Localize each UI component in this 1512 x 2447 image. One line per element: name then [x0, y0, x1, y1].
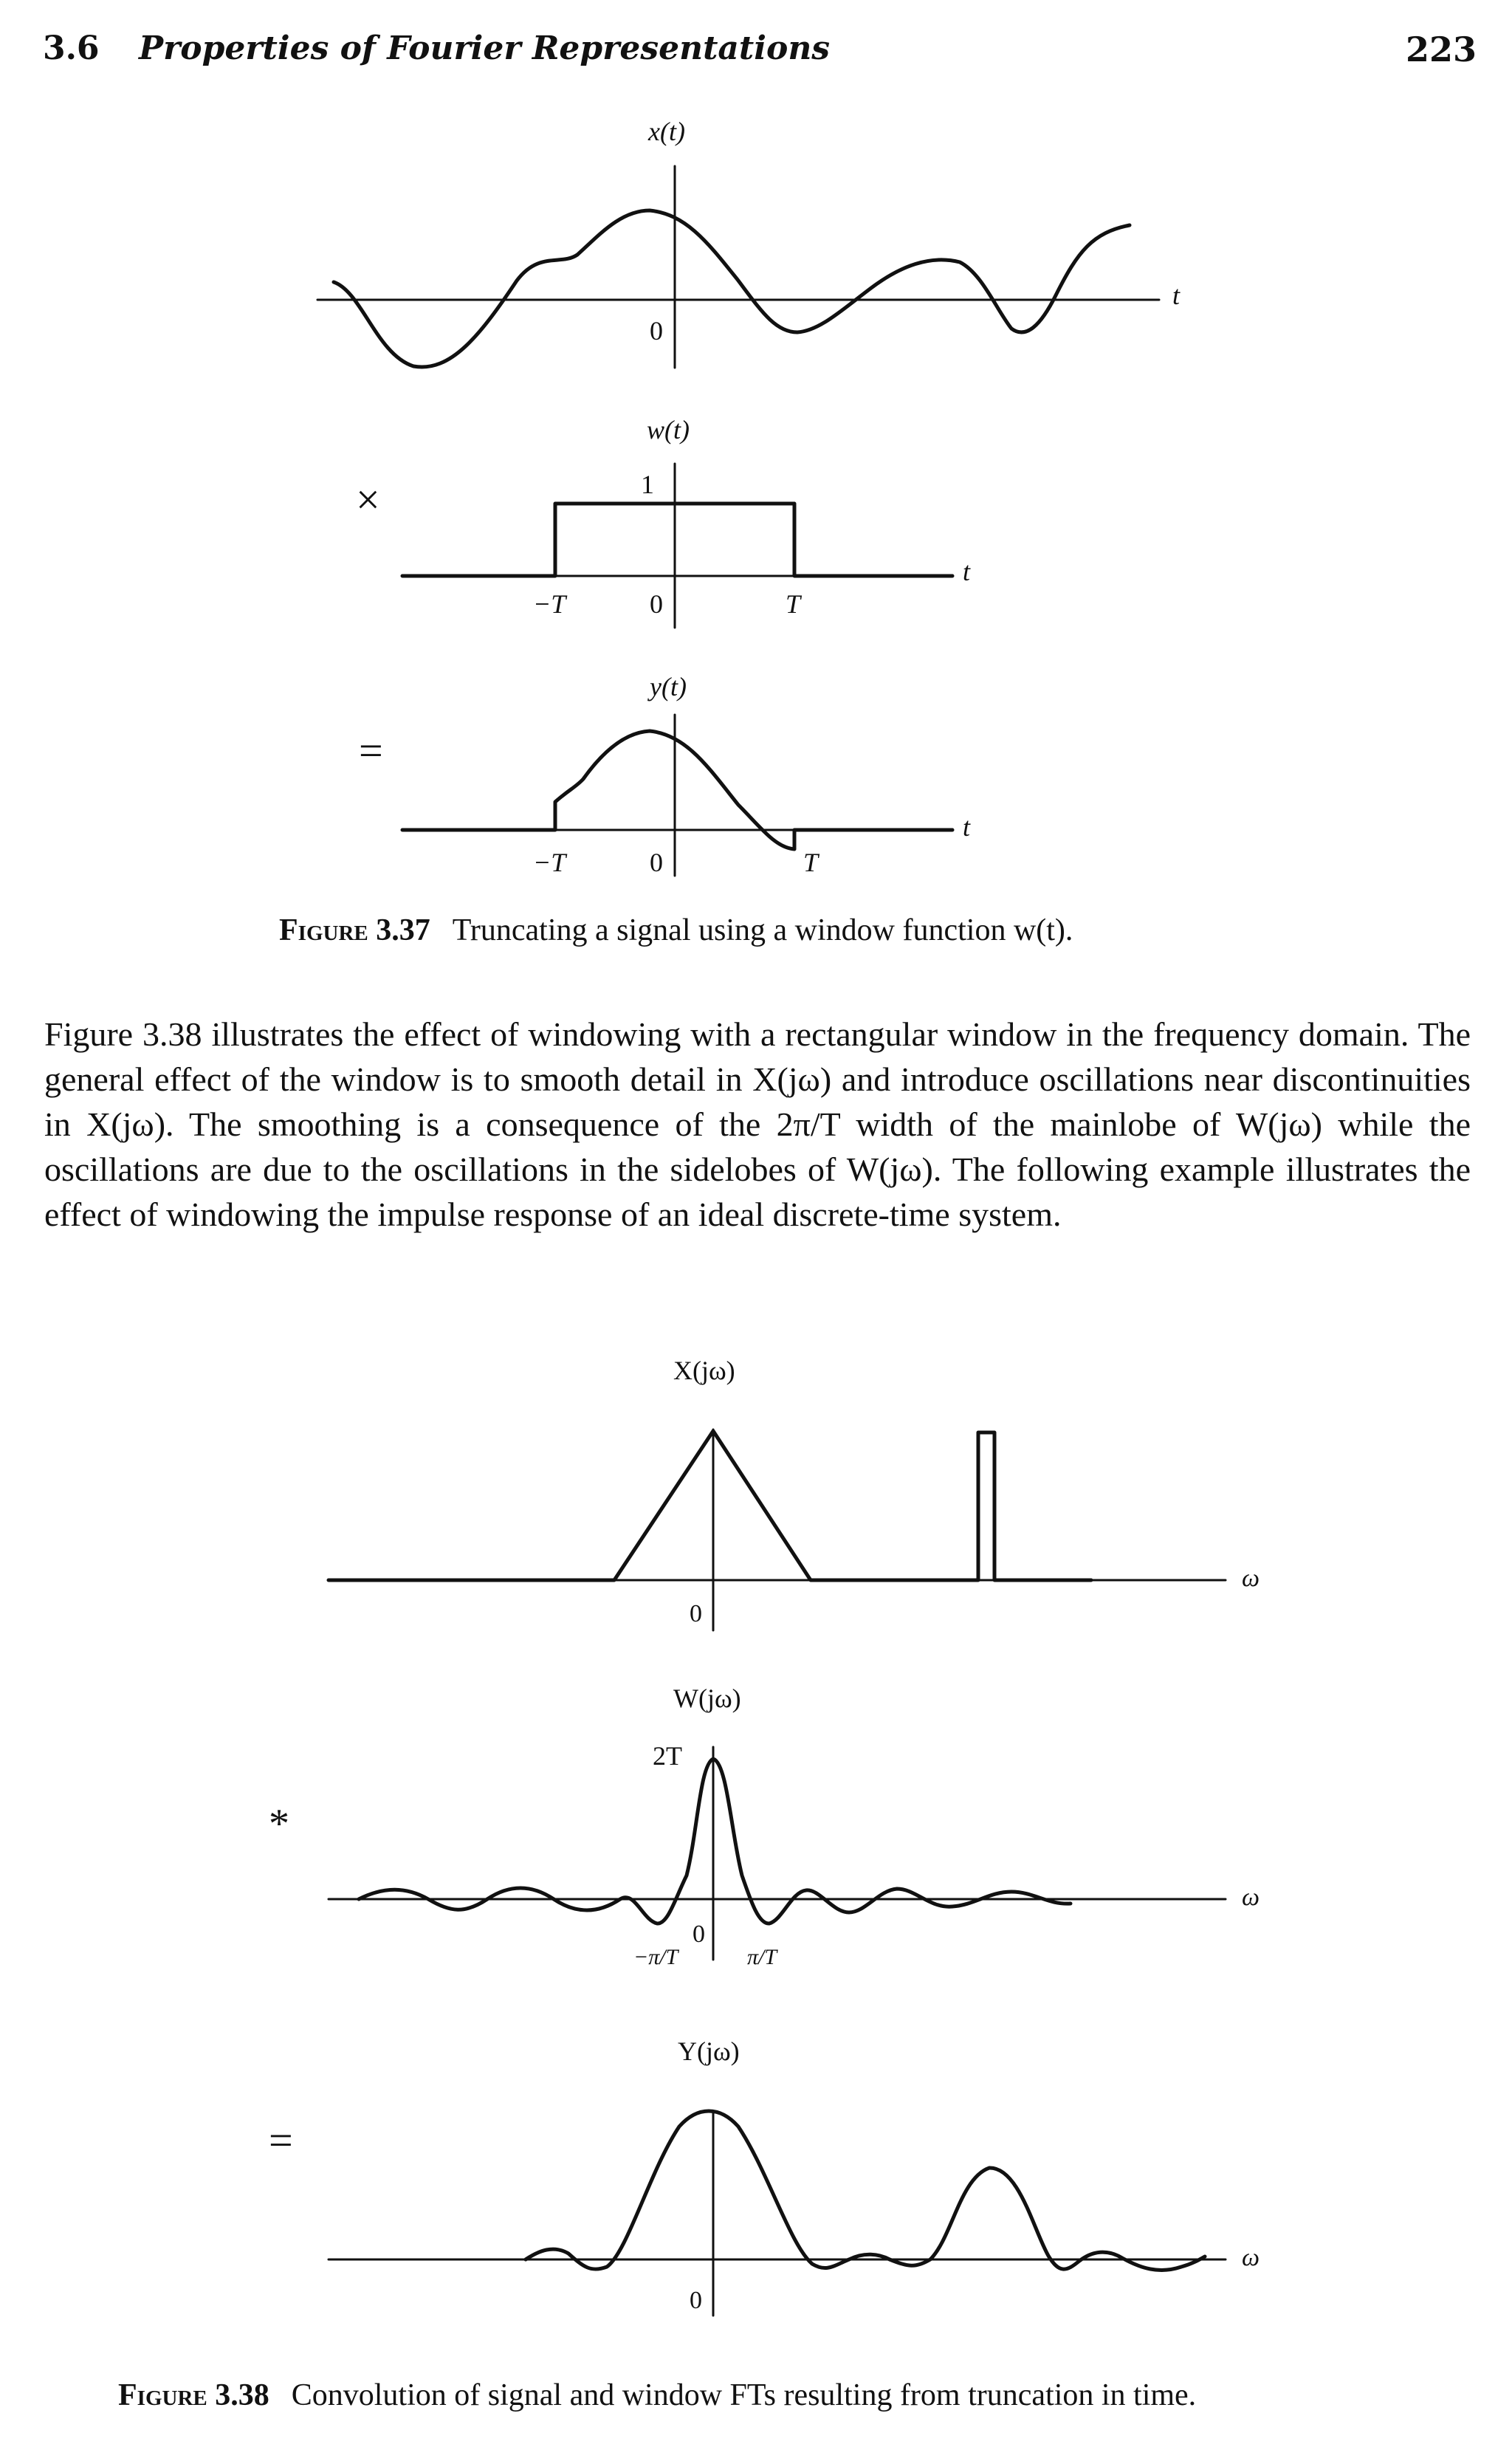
- X-plot-label: X(jω): [673, 1356, 735, 1385]
- spectrum-X-plot: [329, 1356, 1260, 1630]
- body-paragraph: Figure 3.38 illustrates the effect of windowing with a rectangular window in the frequency domain. The general effect of the window is to smooth detail in X(jω) and introduce oscillations near discontinuities in X(jω). The smoothing is a consequence of the 2π/T width of the mainlobe of W(jω) while the oscillations are due to the oscillations in the sidelobes of W(jω). The following example illustrates the effect of windowing the impulse response of an ideal discrete-time system.: [44, 1015, 1471, 1233]
- w-rect-window: [402, 504, 952, 576]
- w-pos-edge-label: T: [786, 589, 801, 619]
- x-signal-curve: [334, 210, 1130, 367]
- caption-text: Truncating a signal using a window function w(t).: [452, 913, 1073, 947]
- equals-operator-1: =: [359, 727, 383, 775]
- Y-plot-label: Y(jω): [678, 2036, 740, 2066]
- w-neg-edge-label: −T: [533, 589, 566, 619]
- w-plot-label: w(t): [647, 415, 690, 445]
- W-peak-label: 2T: [653, 1741, 682, 1771]
- figure-3-38: [269, 1356, 1260, 2316]
- W-origin-label: 0: [693, 1921, 705, 1948]
- x-plot-label: x(t): [648, 117, 685, 146]
- w-origin-label: 0: [650, 589, 663, 619]
- X-spectrum-curve: [329, 1431, 1091, 1580]
- Y-origin-label: 0: [690, 2287, 702, 2314]
- caption-text: Convolution of signal and window FTs resulting from truncation in time.: [291, 2378, 1197, 2412]
- W-axis-var-label: ω: [1242, 1884, 1260, 1911]
- y-axis-var-label: t: [963, 812, 971, 842]
- truncated-y-plot: [359, 672, 971, 877]
- X-origin-label: 0: [690, 1600, 702, 1627]
- W-pos-zero-label: π/T: [747, 1945, 777, 1969]
- running-title: Properties of Fourier Representations: [139, 30, 831, 67]
- Y-axis-var-label: ω: [1242, 2244, 1260, 2271]
- figure-3-38-caption: [118, 2378, 1196, 2413]
- w-height-label: 1: [641, 470, 654, 499]
- x-axis-var-label: t: [1172, 281, 1181, 310]
- figure-3-37-caption: [279, 913, 1073, 948]
- equals-operator-2: =: [269, 2116, 293, 2164]
- spectrum-W-plot: [269, 1684, 1260, 1969]
- section-number: 3.6: [43, 30, 100, 67]
- y-plot-label: y(t): [650, 672, 687, 701]
- X-axis-var-label: ω: [1242, 1565, 1260, 1592]
- signal-x-plot: [317, 117, 1181, 368]
- caption-number: Figure 3.38: [118, 2378, 269, 2412]
- window-w-plot: [356, 415, 971, 628]
- multiply-operator: ×: [356, 476, 380, 524]
- y-neg-edge-label: −T: [533, 848, 566, 877]
- W-neg-zero-label: −π/T: [633, 1945, 678, 1969]
- y-truncated-curve: [402, 731, 952, 849]
- page-number: 223: [1405, 30, 1477, 69]
- spectrum-Y-plot: [269, 2036, 1260, 2316]
- convolve-operator: *: [269, 1801, 289, 1847]
- y-origin-label: 0: [650, 848, 663, 877]
- caption-number: Figure 3.37: [279, 913, 430, 947]
- W-plot-label: W(jω): [673, 1684, 741, 1713]
- Y-result-curve: [526, 2111, 1205, 2270]
- x-origin-label: 0: [650, 316, 663, 346]
- w-axis-var-label: t: [963, 557, 971, 586]
- figure-3-37: [317, 117, 1181, 877]
- y-pos-edge-label: T: [803, 848, 819, 877]
